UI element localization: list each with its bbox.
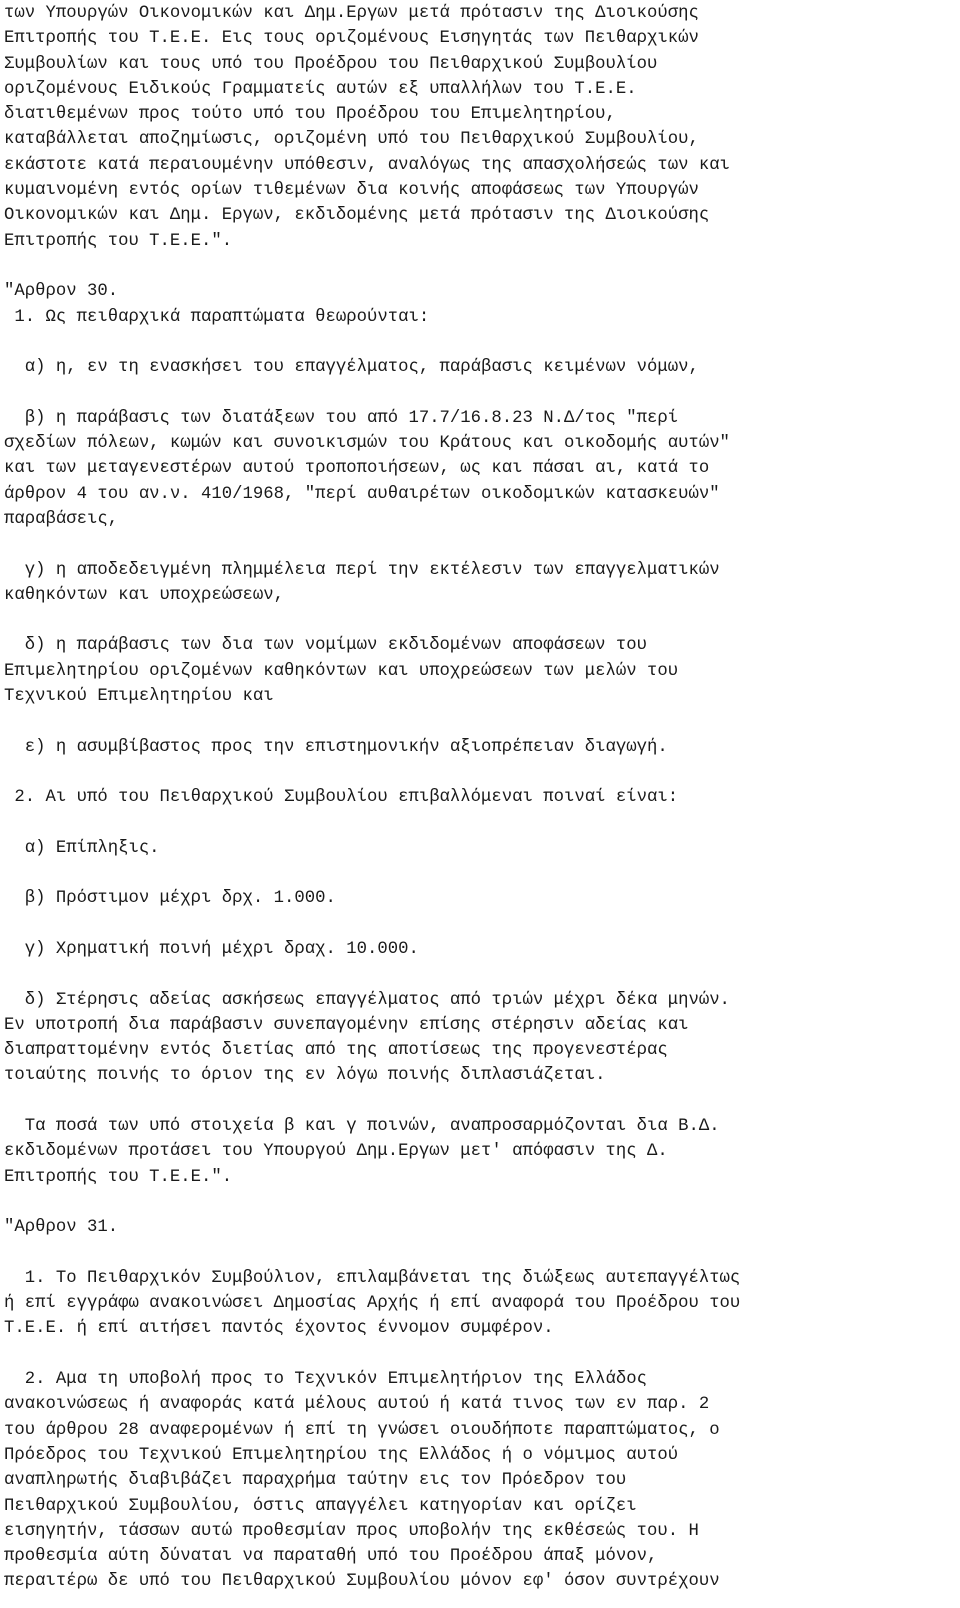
document-line <box>4 532 954 557</box>
document-line: καθηκόντων και υποχρεώσεων, <box>4 585 285 605</box>
document-line: του άρθρου 28 αναφερομένων ή επί τη γνώσει οιουδήποτε παραπτώματος, ο <box>4 1420 720 1440</box>
document-line: ή επί εγγράφω ανακοινώσει Δημοσίας Αρχής ή επί αναφορά του Προέδρου του <box>4 1294 741 1314</box>
document-line: β) Πρόστιμον μέχρι δρχ. 1.000. <box>4 889 336 909</box>
document-line <box>4 912 954 937</box>
document-line: Τεχνικού Επιμελητηρίου και <box>4 687 274 707</box>
document-line: Επιμελητηρίου οριζομένων καθηκόντων και υποχρεώσεων των μελών του <box>4 661 679 681</box>
document-line: καταβάλλεται αποζημίωσις, οριζομένη υπό του Πειθαρχικού Συμβουλίου, <box>4 130 699 150</box>
document-line: 2. Αμα τη υποβολή προς το Τεχνικόν Επιμελητήριον της Ελλάδος <box>4 1370 647 1390</box>
document-line: Πρόεδρος του Τεχνικού Επιμελητηρίου της Ελλάδος ή ο νόμιμος αυτού <box>4 1445 679 1465</box>
document-line: "Αρθρον 30. <box>4 282 119 302</box>
document-line: Τ.Ε.Ε. ή επί αιτήσει παντός έχοντος έννομον συμφέρον. <box>4 1319 554 1339</box>
document-line: γ) Χρηματική ποινή μέχρι δραχ. 10.000. <box>4 939 419 959</box>
document-line <box>4 861 954 886</box>
document-line <box>4 1089 954 1114</box>
document-line: εκάστοτε κατά περαιουμένην υπόθεσιν, αναλόγως της απασχολήσεώς των και <box>4 155 730 175</box>
document-line <box>4 1342 954 1367</box>
document-line: 2. Αι υπό του Πειθαρχικού Συμβουλίου επιβαλλόμεναι ποιναί είναι: <box>4 788 679 808</box>
document-line: οριζομένους Ειδικούς Γραμματείς αυτών εξ υπαλλήλων του Τ.Ε.Ε. <box>4 79 637 99</box>
document-line <box>4 1190 954 1215</box>
document-body <box>4 1 954 1595</box>
document-line: Οικονομικών και Δημ. Εργων, εκδιδομένης μετά πρότασιν της Διοικούσης <box>4 206 710 226</box>
document-line: β) η παράβασις των διατάξεων του από 17.7/16.8.23 Ν.Δ/τος "περί <box>4 408 679 428</box>
document-line: Εν υποτροπή δια παράβασιν συνεπαγομένην επίσης στέρησιν αδείας και <box>4 1015 689 1035</box>
document-line: και των μεταγενεστέρων αυτού τροποποιήσεων, ως και πάσαι αι, κατά το <box>4 459 710 479</box>
document-line: σχεδίων πόλεων, κωμών και συνοικισμών του Κράτους και οικοδομής αυτών" <box>4 434 730 454</box>
document-line: των Υπουργών Οικονομικών και Δημ.Εργων μετά πρότασιν της Διοικούσης <box>4 4 699 23</box>
document-line <box>4 254 954 279</box>
document-line <box>4 1241 954 1266</box>
document-line: διαπραττομένην εντός διετίας από της αποτίσεως της προγενεστέρας <box>4 1041 668 1061</box>
document-line <box>4 962 954 987</box>
document-line: διατιθεμένων προς τούτο υπό του Προέδρου του Επιμελητηρίου, <box>4 105 616 125</box>
document-line: αναπληρωτής διαβιβάζει παραχρήμα ταύτην εις τον Πρόεδρον του <box>4 1471 627 1491</box>
document-line: α) η, εν τη ενασκήσει του επαγγέλματος, παράβασις κειμένων νόμων, <box>4 358 699 378</box>
document-line: γ) η αποδεδειγμένη πλημμέλεια περί την εκτέλεσιν των επαγγελματικών <box>4 560 720 580</box>
document-line <box>4 608 954 633</box>
document-line <box>4 380 954 405</box>
document-line: δ) Στέρησις αδείας ασκήσεως επαγγέλματος από τριών μέχρι δέκα μηνών. <box>4 990 730 1010</box>
document-line <box>4 709 954 734</box>
document-line: παραβάσεις, <box>4 509 119 529</box>
document-line: 1. Ως πειθαρχικά παραπτώματα θεωρούνται: <box>4 307 430 327</box>
document-line: "Αρθρον 31. <box>4 1218 119 1238</box>
document-line: α) Επίπληξις. <box>4 838 160 858</box>
document-line <box>4 811 954 836</box>
document-line: περαιτέρω δε υπό του Πειθαρχικού Συμβουλίου μόνον εφ' όσον συντρέχουν <box>4 1572 720 1592</box>
document-line: 1. Το Πειθαρχικόν Συμβούλιον, επιλαμβάνεται της διώξεως αυτεπαγγέλτως <box>4 1268 741 1288</box>
document-line: Συμβουλίων και τους υπό του Προέδρου του Πειθαρχικού Συμβουλίου <box>4 54 658 74</box>
document-line: προθεσμία αύτη δύναται να παραταθή υπό του Προέδρου άπαξ μόνον, <box>4 1547 658 1567</box>
document-line: άρθρον 4 του αν.ν. 410/1968, "περί αυθαιρέτων οικοδομικών κατασκευών" <box>4 484 720 504</box>
document-line: Τα ποσά των υπό στοιχεία β και γ ποινών, αναπροσαρμόζονται δια Β.Δ. <box>4 1117 720 1137</box>
document-line: Επιτροπής του Τ.Ε.Ε. Εις τους οριζομένους Εισηγητάς των Πειθαρχικών <box>4 29 699 49</box>
document-line <box>4 760 954 785</box>
document-line: ανακοινώσεως ή αναφοράς κατά μέλους αυτού ή κατά τινος των εν παρ. 2 <box>4 1395 710 1415</box>
document-line: εκδιδομένων προτάσει του Υπουργού Δημ.Εργων μετ' απόφασιν της Δ. <box>4 1142 668 1162</box>
document-line: ε) η ασυμβίβαστος προς την επιστημονικήν αξιοπρέπειαν διαγωγή. <box>4 737 668 757</box>
document-line: Πειθαρχικού Συμβουλίου, όστις απαγγέλει κατηγορίαν και ορίζει <box>4 1496 637 1516</box>
document-line: εισηγητήν, τάσσων αυτώ προθεσμίαν προς υποβολήν της εκθέσεώς του. Η <box>4 1521 699 1541</box>
document-line: Επιτροπής του Τ.Ε.Ε.". <box>4 231 233 251</box>
document-line: δ) η παράβασις των δια των νομίμων εκδιδομένων αποφάσεων του <box>4 636 647 656</box>
document-line: Επιτροπής του Τ.Ε.Ε.". <box>4 1167 233 1187</box>
document-line: τοιαύτης ποινής το όριον της εν λόγω ποινής διπλασιάζεται. <box>4 1066 606 1086</box>
document-line <box>4 330 954 355</box>
document-line: κυμαινομένη εντός ορίων τιθεμένων δια κοινής αποφάσεως των Υπουργών <box>4 181 699 201</box>
